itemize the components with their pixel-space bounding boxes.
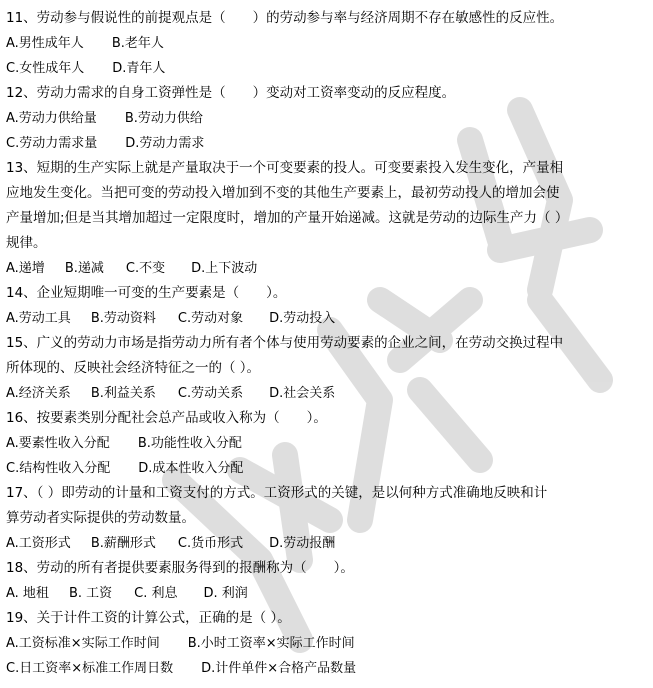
answer-option: A. 地租 [6, 586, 49, 601]
answer-option: D.计件单件×合格产品数量 [201, 661, 357, 676]
options-line [6, 106, 646, 131]
answer-option: B. 工资 [68, 586, 113, 601]
answer-option: B.功能性收入分配 [137, 436, 242, 451]
question-line: 11、劳动参与假说性的前提观点是（ ）的劳动参与率与经济周期不存在敏感性的反应性。 [6, 10, 564, 26]
options-line [6, 631, 646, 656]
answer-option: D.劳动报酬 [269, 536, 336, 551]
options-line [6, 581, 646, 606]
question-line: 14、企业短期唯一可变的生产要素是（ ）。 [6, 285, 287, 301]
answer-option: B.劳动资料 [90, 311, 156, 326]
answer-option: C. 利息 [134, 586, 178, 601]
answer-option: D.青年人 [112, 61, 166, 76]
answer-option: A.劳动力供给量 [6, 111, 97, 126]
answer-option: B.劳动力供给 [124, 111, 203, 126]
options-line [6, 456, 646, 481]
answer-option: B.薪酬形式 [90, 536, 156, 551]
answer-option: B.老年人 [111, 36, 164, 51]
answer-option: D.成本性收入分配 [138, 461, 244, 476]
answer-option: C.女性成年人 [6, 61, 85, 76]
options-line [6, 431, 646, 456]
answer-option: C.劳动对象 [177, 311, 244, 326]
question-line: 15、广义的劳动力市场是指劳动力所有者个体与使用劳动要素的企业之间，在劳动交换过程中 [6, 335, 564, 351]
answer-option: B.递减 [64, 261, 104, 276]
question-line: 所体现的、反映社会经济特征之一的（ ）。 [6, 360, 261, 376]
options-line [6, 531, 646, 556]
answer-option: D.上下波动 [191, 261, 258, 276]
document-body [6, 6, 646, 681]
answer-option: C.日工资率×标准工作周日数 [6, 661, 174, 676]
answer-option: A.劳动工具 [6, 311, 71, 326]
question-line: 18、劳动的所有者提供要素服务得到的报酬称为（ ）。 [6, 560, 354, 576]
answer-option: B.小时工资率×实际工作时间 [187, 636, 355, 651]
answer-option: A.工资形式 [6, 536, 71, 551]
answer-option: D. 利润 [203, 586, 248, 601]
options-line [6, 256, 646, 281]
options-line [6, 656, 646, 681]
answer-option: A.要素性收入分配 [6, 436, 110, 451]
answer-option: A.经济关系 [6, 386, 71, 401]
answer-option: A.男性成年人 [6, 36, 84, 51]
options-line [6, 31, 646, 56]
question-line: 算劳动者实际提供的劳动数量。 [6, 510, 195, 526]
answer-option: C.不变 [125, 261, 166, 276]
options-line [6, 131, 646, 156]
answer-option: C.货币形式 [177, 536, 244, 551]
question-line: 19、关于计件工资的计算公式，正确的是（ ）。 [6, 610, 291, 626]
answer-option: D.社会关系 [269, 386, 336, 401]
question-line: 17、（ ）即劳动的计量和工资支付的方式。工资形式的关键，是以何种方式准确地反映和计 [6, 485, 548, 501]
options-line [6, 56, 646, 81]
answer-option: C.结构性收入分配 [6, 461, 111, 476]
question-line: 规律。 [6, 235, 47, 251]
question-line: 应地发生变化。当把可变的劳动投入增加到不变的其他生产要素上，最初劳动投人的增加会使 [6, 185, 560, 201]
answer-option: A.工资标准×实际工作时间 [6, 636, 160, 651]
answer-option: C.劳动力需求量 [6, 136, 98, 151]
question-line: 产量增加;但是当其增加超过一定限度时，增加的产量开始递减。这就是劳动的边际生产力（ ） [6, 210, 569, 226]
question-line: 16、按要素类别分配社会总产品或收入称为（ ）。 [6, 410, 327, 426]
answer-option: C.劳动关系 [177, 386, 244, 401]
answer-option: B.利益关系 [90, 386, 156, 401]
options-line [6, 306, 646, 331]
answer-option: A.递增 [6, 261, 45, 276]
answer-option: D.劳动投入 [269, 311, 336, 326]
options-line [6, 381, 646, 406]
question-line: 13、短期的生产实际上就是产量取决于一个可变要素的投人。可变要素投入发生变化，产量相 [6, 160, 564, 176]
answer-option: D.劳动力需求 [125, 136, 205, 151]
question-line: 12、劳动力需求的自身工资弹性是（ ）变动对工资率变动的反应程度。 [6, 85, 456, 101]
